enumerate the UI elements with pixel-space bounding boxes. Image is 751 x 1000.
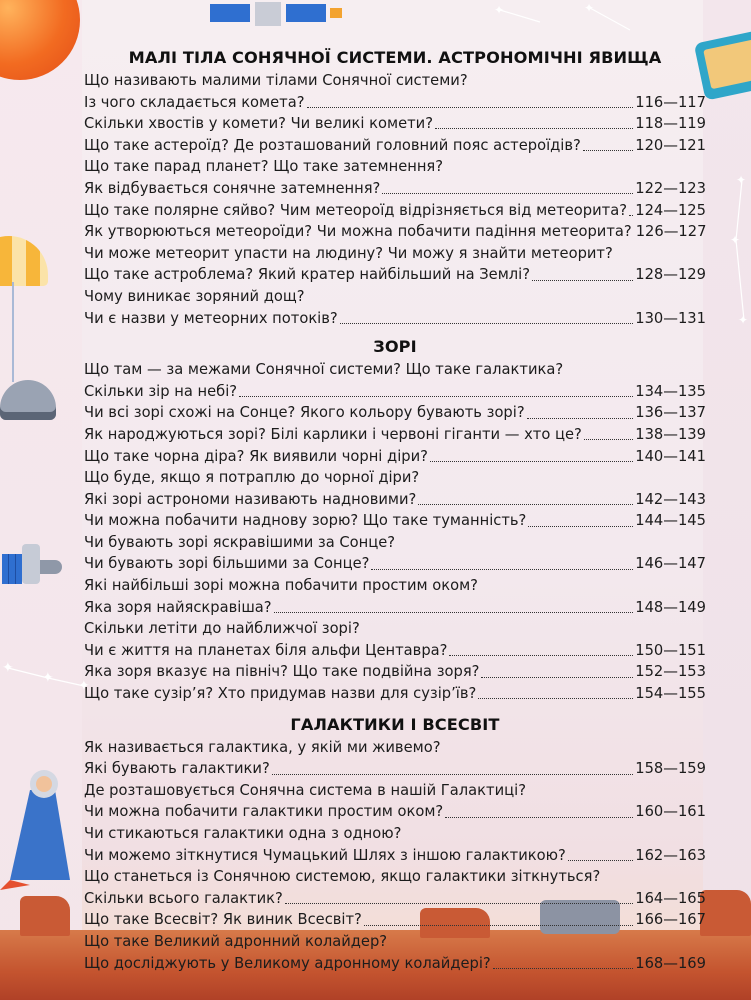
toc-entry-question: Що досліджують у Великому адронному колайдері?	[84, 954, 491, 972]
toc-entry-pages: 160—161	[635, 803, 706, 821]
constellation-line	[736, 240, 744, 320]
toc-entry-question: Що буде, якщо я потраплю до чорної діри?	[84, 469, 420, 487]
tablet-screen	[703, 39, 751, 89]
dot-leader	[584, 439, 633, 440]
dot-leader	[527, 418, 634, 419]
star-icon: ✦	[738, 313, 749, 327]
star-icon: ✦	[42, 670, 54, 686]
toc-entry-pages: 126—127	[635, 223, 707, 241]
solar-panel-right	[286, 4, 326, 22]
toc-entry	[84, 424, 706, 446]
toc-entry	[84, 597, 706, 619]
toc-entry	[84, 92, 706, 114]
toc-entry-question: Де розташовується Сонячна система в нашій Галактиці?	[84, 781, 527, 799]
toc-entry-question: Що станеться із Сонячною системою, якщо галактики зіткнуться?	[84, 868, 601, 886]
dot-leader	[418, 504, 633, 505]
toc-entry-question: Чи всі зорі схожі на Сонце? Якого кольору бувають зорі?	[84, 404, 525, 422]
toc-entry	[84, 553, 706, 575]
dot-leader	[307, 107, 634, 108]
star-icon: ✦	[730, 233, 741, 247]
satellite-left-illustration	[2, 540, 62, 586]
toc-entry-question: Яка зоря найяскравіша?	[84, 598, 272, 616]
toc-entry	[84, 866, 706, 888]
toc-entry	[84, 113, 706, 135]
toc-entry-question: Що таке астероїд? Де розташований головний пояс астероїдів?	[84, 136, 581, 154]
toc-entry-question: Скільки зір на небі?	[84, 382, 238, 400]
rocket-illustration	[0, 770, 80, 890]
astronaut-face	[36, 776, 52, 792]
dot-leader	[493, 968, 634, 969]
constellation-line	[736, 180, 742, 240]
toc-entry-pages: 166—167	[635, 911, 706, 929]
toc-entry-question: Що таке Всесвіт? Як виник Всесвіт?	[84, 911, 362, 929]
toc-entry-question: Чи бувають зорі яскравішими за Сонце?	[84, 533, 396, 551]
toc-entry-question: Чи може метеорит упасти на людину? Чи можу я знайти метеорит?	[84, 244, 613, 262]
satellite-top-illustration	[200, 0, 350, 32]
toc-entry-question: Із чого складається комета?	[84, 93, 305, 111]
dot-leader	[382, 193, 633, 194]
toc-entry-pages: 128—129	[635, 266, 706, 284]
toc-entry	[84, 489, 706, 511]
toc-entry-question: Скільки летіти до найближчої зорі?	[84, 620, 360, 638]
toc-entry	[84, 931, 706, 953]
toc-entry-pages: 164—165	[635, 889, 706, 907]
constellation-left	[0, 650, 90, 710]
toc-entry	[84, 953, 706, 975]
dot-leader	[568, 860, 633, 861]
dot-leader	[528, 526, 633, 527]
dot-leader	[239, 396, 633, 397]
dot-leader	[274, 612, 634, 613]
toc-entry-pages: 134—135	[635, 382, 706, 400]
toc-entry-question: Які зорі астрономи називають надновими?	[84, 490, 417, 508]
toc-entry-question: Чому виникає зоряний дощ?	[84, 287, 305, 305]
dot-leader	[629, 215, 633, 216]
toc-entry	[84, 402, 706, 424]
toc-entry-pages: 150—151	[635, 641, 706, 659]
toc-entry	[84, 575, 706, 597]
star-icon: ✦	[584, 1, 595, 15]
toc-entry	[84, 200, 706, 222]
rocket-fin	[0, 880, 30, 890]
toc-entry	[84, 70, 706, 92]
dot-leader	[364, 925, 633, 926]
toc-entry-question: Як називається галактика, у якій ми живемо?	[84, 738, 441, 756]
toc-entry	[84, 683, 706, 705]
dot-leader	[478, 698, 633, 699]
constellation-line	[500, 10, 540, 22]
toc-entry-question: Як народжуються зорі? Білі карлики і червоні гіганти — хто це?	[84, 425, 582, 443]
toc-entry	[84, 640, 706, 662]
satellite-body	[255, 2, 281, 26]
toc-entry	[84, 359, 706, 381]
toc-entry-question: Чи можна побачити галактики простим оком?	[84, 803, 444, 821]
dot-leader	[430, 461, 633, 462]
toc-entry	[84, 618, 706, 640]
toc-entry-question: Що таке сузір’я? Хто придумав назви для сузір’їв?	[84, 685, 477, 703]
toc-entry	[84, 780, 706, 802]
toc-entry-question: Що називають малими тілами Сонячної системи?	[84, 72, 468, 89]
dot-leader	[532, 280, 633, 281]
dot-leader	[371, 569, 633, 570]
toc-entry-pages: 152—153	[635, 663, 706, 681]
satellite-body	[22, 544, 40, 584]
toc-entry-question: Як утворюються метеороїди? Чи можна побачити падіння метеорита?	[84, 223, 632, 241]
toc-entry-pages: 116—117	[635, 93, 706, 111]
toc-entry-pages: 122—123	[635, 179, 706, 197]
toc-entry-pages: 148—149	[635, 598, 706, 616]
toc-entry-question: Скільки всього галактик?	[84, 889, 283, 907]
toc-entry-question: Що таке астроблема? Який кратер найбільший на Землі?	[84, 266, 531, 284]
toc-entry-question: Скільки хвостів у комети? Чи великі комети?	[84, 115, 434, 133]
toc-entry-pages: 120—121	[635, 136, 706, 154]
toc-entry-pages: 124—125	[635, 201, 706, 219]
toc-entry-pages: 136—137	[635, 404, 706, 422]
toc-entry-pages: 162—163	[635, 846, 706, 864]
satellite-dish	[40, 560, 62, 574]
star-icon: ✦	[2, 660, 14, 676]
toc-entry	[84, 446, 706, 468]
toc-entry	[84, 845, 706, 867]
toc-entry-question: Які найбільші зорі можна побачити простим оком?	[84, 577, 478, 595]
constellation-top	[480, 0, 650, 40]
dot-leader	[272, 774, 633, 775]
dot-leader	[435, 128, 633, 129]
solar-panel-left	[210, 4, 250, 22]
solar-panel	[2, 554, 22, 584]
toc-entry	[84, 243, 706, 265]
toc-entry-question: Чи стикаються галактики одна з одною?	[84, 825, 402, 842]
dot-leader	[449, 655, 633, 656]
toc-entry	[84, 308, 706, 330]
table-of-contents	[84, 46, 706, 974]
dot-leader	[583, 150, 633, 151]
dot-leader	[481, 677, 633, 678]
toc-entry	[84, 221, 706, 243]
toc-entry	[84, 801, 706, 823]
toc-entry-question: Чи можна побачити наднову зорю? Що таке туманність?	[84, 512, 527, 530]
toc-entry-question: Чи можемо зіткнутися Чумацький Шлях з іншою галактикою?	[84, 846, 566, 864]
toc-entry	[84, 661, 706, 683]
constellation-right	[706, 170, 751, 430]
toc-entry-question: Чи є назви у метеорних потоків?	[84, 309, 338, 327]
toc-entry	[84, 467, 706, 489]
toc-entry	[84, 286, 706, 308]
dot-leader	[340, 323, 634, 324]
toc-entry-pages: 140—141	[635, 447, 706, 465]
star-icon: ✦	[736, 173, 747, 187]
toc-entry-question: Чи бувають зорі більшими за Сонце?	[84, 555, 370, 573]
parachute-rope	[12, 282, 14, 382]
toc-entry	[84, 135, 706, 157]
toc-entry-question: Чи є життя на планетах біля альфи Центавра?	[84, 641, 448, 659]
rock	[20, 896, 70, 936]
toc-entry-pages: 168—169	[635, 954, 706, 972]
rock	[700, 890, 751, 936]
star-icon: ✦	[78, 678, 90, 694]
constellation-line	[590, 8, 630, 30]
toc-entry-question: Які бувають галактики?	[84, 760, 270, 778]
toc-entry-question: Яка зоря вказує на північ? Що таке подвійна зоря?	[84, 663, 480, 681]
dot-leader	[445, 817, 633, 818]
toc-entry-question: Що таке парад планет? Що таке затемнення?	[84, 158, 444, 176]
toc-entry-question: Що там — за межами Сонячної системи? Що таке галактика?	[84, 361, 564, 379]
toc-entry-question: Що таке полярне сяйво? Чим метеороїд відрізняється від метеорита?	[84, 201, 627, 219]
section-title: ГАЛАКТИКИ І ВСЕСВІТ	[290, 714, 500, 734]
toc-entry	[84, 909, 706, 931]
toc-entry-question: Як відбувається сонячне затемнення?	[84, 179, 381, 197]
satellite-module	[330, 8, 342, 18]
toc-entry	[84, 758, 706, 780]
section-title: ЗОРІ	[373, 337, 417, 357]
toc-entry	[84, 888, 706, 910]
right-illustration-margin	[703, 0, 751, 1000]
toc-entry	[84, 737, 706, 759]
section-title: МАЛІ ТІЛА СОНЯЧНОЇ СИСТЕМИ. АСТРОНОМІЧНІ ЯВИЩА	[128, 48, 662, 67]
toc-entry-pages: 138—139	[635, 425, 706, 443]
toc-entry-question: Що таке Великий адронний колайдер?	[84, 932, 388, 950]
toc-entry	[84, 264, 706, 286]
toc-entry-pages: 144—145	[635, 512, 706, 530]
toc-entry	[84, 178, 706, 200]
toc-entry-pages: 118—119	[635, 115, 706, 133]
toc-entry-pages: 142—143	[635, 490, 706, 508]
toc-entry-pages: 158—159	[635, 760, 706, 778]
toc-entry-pages: 154—155	[635, 685, 706, 703]
toc-entry-pages: 146—147	[635, 555, 706, 573]
toc-entry-pages: 130—131	[635, 309, 706, 327]
toc-entry	[84, 156, 706, 178]
toc-entry	[84, 823, 706, 845]
toc-entry	[84, 510, 706, 532]
toc-entry	[84, 532, 706, 554]
rocket-body	[10, 790, 70, 880]
star-icon: ✦	[494, 3, 505, 17]
toc-entry-question: Що таке чорна діра? Як виявили чорні діри?	[84, 447, 428, 465]
toc-entry	[84, 381, 706, 403]
dot-leader	[285, 903, 633, 904]
